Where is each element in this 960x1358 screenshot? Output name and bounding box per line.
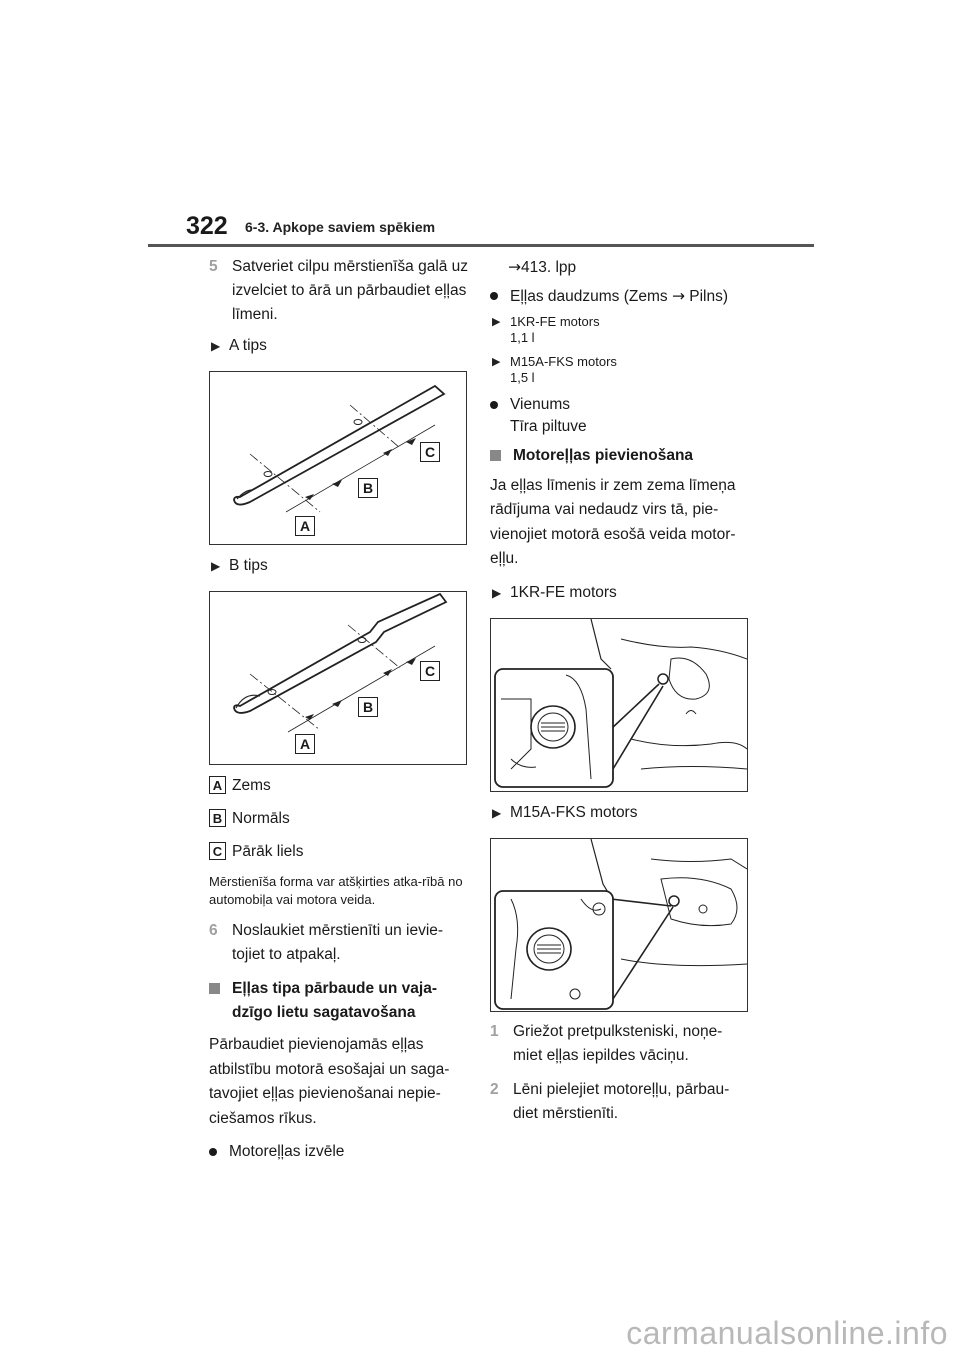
shape-note: Mērstienīša forma var atšķirties atka-rībā no automobiļa vai motora veida. <box>209 874 463 907</box>
triangle-right-icon: ▶ <box>492 355 501 368</box>
dipstick-figure-type-b <box>209 591 467 765</box>
label-c-marker: C <box>420 661 440 681</box>
bullet-dot-icon <box>490 292 498 300</box>
type-a-label: ▶ A tips <box>209 335 469 357</box>
legend-key: B <box>209 809 226 827</box>
type-1kr-label: ▶ 1KR-FE motors <box>490 582 750 604</box>
bullet-oil-amount: Eļļas daudzums (Zems → Pilns) <box>490 285 750 308</box>
triangle-right-icon: ▶ <box>211 339 221 353</box>
step-text: Lēni pielejiet motoreļļu, pārbau-diet mērstienīti. <box>513 1080 730 1122</box>
step-number: 2 <box>490 1080 499 1098</box>
triangle-right-icon: ▶ <box>211 559 221 573</box>
legend-key: A <box>209 776 226 794</box>
header-divider <box>148 244 814 247</box>
watermark: carmanualsonline.info <box>626 1315 948 1351</box>
step-text: Griežot pretpulksteniski, noņe-miet eļļas iepildes vāciņu. <box>513 1022 723 1064</box>
legend-row-low: A Zems <box>209 775 469 797</box>
triangle-right-icon: ▶ <box>492 805 502 820</box>
page-reference: →413. lpp <box>508 258 577 276</box>
square-heading-icon <box>490 450 501 461</box>
step-number: 1 <box>490 1022 499 1040</box>
step-1 <box>490 1020 750 1068</box>
oil-check-paragraph: Pārbaudiet pievienojamās eļļas atbilstību motorā esošajai un saga-tavojiet eļļas pievienošanai nepie-ciešamos rīkus. <box>209 1036 450 1127</box>
engine-1kr-drawing <box>491 619 747 791</box>
add-oil-paragraph: Ja eļļas līmenis ir zem zema līmeņa rādījuma vai nedaudz virs tā, pie-vienojiet motorā esošā veida motor-eļļu. <box>490 476 736 567</box>
bullet-item-funnel: Vienums Tīra piltuve <box>490 394 750 438</box>
engine-1kr-capacity: ▶ 1KR-FE motors 1,1 l <box>492 313 600 345</box>
triangle-right-icon: ▶ <box>492 585 502 600</box>
step-number: 5 <box>209 258 218 275</box>
label-c-marker: C <box>420 442 440 462</box>
label-b-marker: B <box>358 478 378 498</box>
step-6 <box>209 919 469 967</box>
square-heading-icon <box>209 983 220 994</box>
legend-key: C <box>209 842 226 860</box>
legend <box>209 775 469 863</box>
section-heading-oil-check: Eļļas tipa pārbaude un vaja-dzīgo lietu sagatavošana <box>209 977 469 1025</box>
step-text: Satveriet cilpu mērstienīša galā uz izvelciet to ārā un pārbaudiet eļļas līmeni. <box>232 258 469 323</box>
bullet-dot-icon <box>490 401 498 409</box>
right-column <box>490 255 750 1126</box>
step-number: 6 <box>209 922 218 939</box>
engine-figure-m15a <box>490 838 748 1012</box>
section-title: 6-3. Apkope saviem spēkiem <box>245 219 436 235</box>
section-heading-add-oil: Motoreļļas pievienošana <box>490 444 750 468</box>
engine-figure-1kr <box>490 618 748 792</box>
type-b-label: ▶ B tips <box>209 555 469 577</box>
triangle-right-icon: ▶ <box>492 315 501 328</box>
legend-row-high: C Pārāk liels <box>209 841 469 863</box>
bullet-dot-icon <box>209 1148 217 1156</box>
step-2 <box>490 1078 750 1126</box>
page-number: 322 <box>186 212 228 240</box>
label-a-marker: A <box>295 516 315 536</box>
bullet-oil-selection: Motoreļļas izvēle <box>209 1141 469 1163</box>
step-text: Noslaukiet mērstienīti un ievie-tojiet to atpakaļ. <box>232 922 444 963</box>
engine-m15a-drawing <box>491 839 747 1011</box>
legend-row-normal: B Normāls <box>209 808 469 830</box>
left-column <box>209 255 469 1163</box>
label-a-marker: A <box>295 734 315 754</box>
engine-m15a-capacity: ▶ M15A-FKS motors 1,5 l <box>492 353 617 385</box>
step-5 <box>209 255 469 327</box>
type-m15-label: ▶ M15A-FKS motors <box>490 802 750 824</box>
label-b-marker: B <box>358 697 378 717</box>
dipstick-figure-type-a <box>209 371 467 545</box>
